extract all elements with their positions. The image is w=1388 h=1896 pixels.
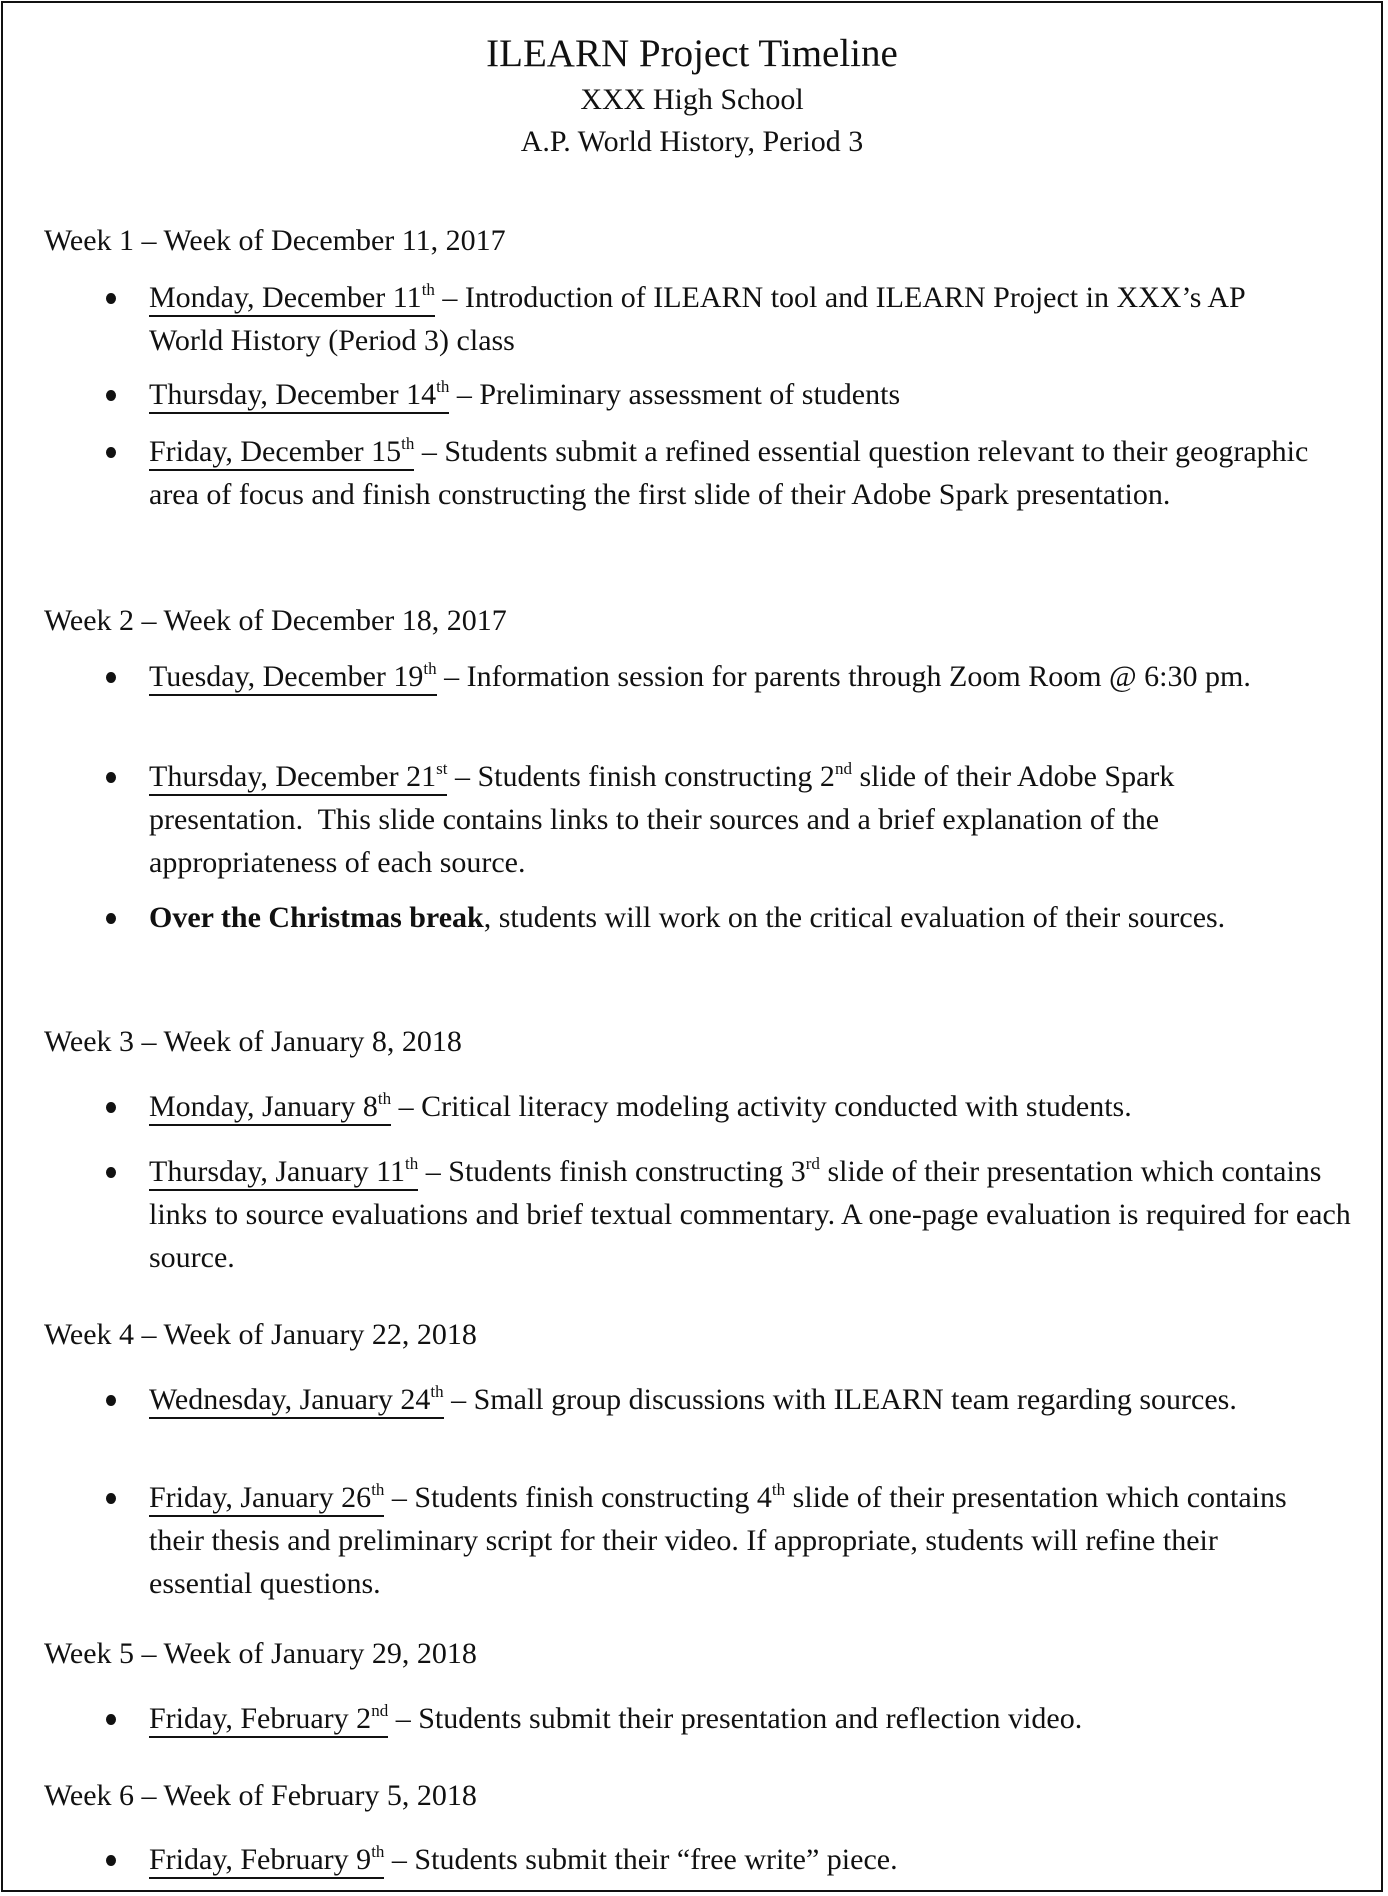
bullet-icon	[106, 672, 116, 683]
bullet-icon	[106, 772, 116, 783]
item-date: Friday, December 15th	[149, 435, 414, 471]
item-description: – Critical literacy modeling activity conducted with students.	[391, 1090, 1132, 1123]
bullet-icon	[106, 293, 116, 304]
item-date: Friday, February 9th	[149, 1843, 384, 1879]
bullet-icon	[106, 1102, 116, 1113]
week-6-heading: Week 6 – Week of February 5, 2018	[44, 1779, 477, 1812]
week-3-heading: Week 3 – Week of January 8, 2018	[44, 1025, 462, 1058]
document-header	[3, 29, 1381, 163]
item-emphasis: Over the Christmas break	[149, 901, 484, 934]
item-description: slide of their Adobe Spark presentation. This slide contains links to their sources and a brief explanation of the appropriateness of each source.	[149, 760, 1182, 879]
bullet-icon	[106, 1167, 116, 1178]
item-description: – Information session for parents through Zoom Room @ 6:30 pm.	[436, 660, 1251, 693]
bullet-icon	[106, 1714, 116, 1725]
item-description: – Students submit their “free write” piece.	[384, 1843, 898, 1876]
bullet-icon	[106, 1395, 116, 1406]
item-description: – Introduction of ILEARN tool and ILEARN Project in XXX’s AP World History (Period 3) class	[149, 281, 1252, 357]
item-date: Thursday, December 14th	[149, 378, 449, 414]
week-4-heading: Week 4 – Week of January 22, 2018	[44, 1318, 477, 1351]
item-description: – Students submit their presentation and reflection video.	[388, 1702, 1083, 1735]
week-5-heading: Week 5 – Week of January 29, 2018	[44, 1637, 477, 1670]
item-date: Monday, December 11th	[149, 281, 435, 317]
item-date: Tuesday, December 19th	[149, 660, 437, 696]
document-page: ILEARN Project Timeline XXX High School A.P. World History, Period 3 Week 1 – Week of December 11, 2017 Monday, December 11th – Introduction of ILEARN tool and ILEARN Project in XXX’s AP World History (Period 3) class Thursday, December 14th – Preliminary assessment of students Friday, December 15th – Students submit a refined essential question relevant to their geographic area of focus and finish constructing the first slide of their Adobe Spark presentation. Week 2 – Week of December 18, 2017 Tuesday, December 19th – Information session for parents through Zoom Room @ 6:30 pm. Thursday, December 21st – Students finish constructing 2nd slide of their Adobe Spark presentation. This slide contains links to their sources and a brief explanation of the appropriateness of each source. Over the Christmas break, students will work on the critical evaluation of their sources. Week 3 – Week of January 8, 2018 Monday, January 8th – Critical literacy modeling activity conducted with students. Thursday, January 11th – Students finish constructing 3rd slide of their presentation which contains links to source evaluations and brief textual commentary. A one-page evaluation is required for each source. Week 4 – Week of January 22, 2018 Wednesday, January 24th – Small group discussions with ILEARN team regarding sources. Friday, January 26th – Students finish constructing 4th slide of their presentation which contains their thesis and preliminary script for their video. If appropriate, students will refine their essential questions. Week 5 – Week of January 29, 2018 Friday, February 2nd – Students submit their presentation and reflection video. Week 6 – Week of February 5, 2018 Friday, February 9th – Students submit their “free write” piece.	[1, 1, 1383, 1892]
item-date: Monday, January 8th	[149, 1090, 391, 1126]
item-date: Friday, January 26th	[149, 1481, 384, 1517]
item-date: Wednesday, January 24th	[149, 1383, 444, 1419]
item-date: Thursday, January 11th	[149, 1155, 418, 1191]
week-2-heading: Week 2 – Week of December 18, 2017	[44, 604, 507, 637]
item-description: – Small group discussions with ILEARN team regarding sources.	[443, 1383, 1237, 1416]
item-description: slide of their presentation which contains their thesis and preliminary script for their video. If appropriate, students will refine their essential questions.	[149, 1481, 1295, 1600]
course-name: A.P. World History, Period 3	[520, 125, 864, 158]
bullet-icon	[106, 1493, 116, 1504]
bullet-icon	[106, 1855, 116, 1866]
week-1-heading: Week 1 – Week of December 11, 2017	[44, 224, 506, 257]
item-description: , students will work on the critical evaluation of their sources.	[483, 901, 1226, 934]
item-description: – Preliminary assessment of students	[449, 378, 901, 411]
item-description: – Students submit a refined essential question relevant to their geographic area of focus and finish constructing the first slide of their Adobe Spark presentation.	[149, 435, 1316, 511]
document-title: ILEARN Project Timeline	[486, 32, 898, 75]
bullet-icon	[106, 390, 116, 401]
item-date: Friday, February 2nd	[149, 1702, 388, 1738]
item-description: slide of their presentation which contains links to source evaluations and brief textual commentary. A one-page evaluation is required for each source.	[149, 1155, 1359, 1274]
school-name: XXX High School	[580, 83, 804, 116]
item-date: Thursday, December 21st	[149, 760, 447, 796]
bullet-icon	[106, 913, 116, 924]
bullet-icon	[106, 447, 116, 458]
